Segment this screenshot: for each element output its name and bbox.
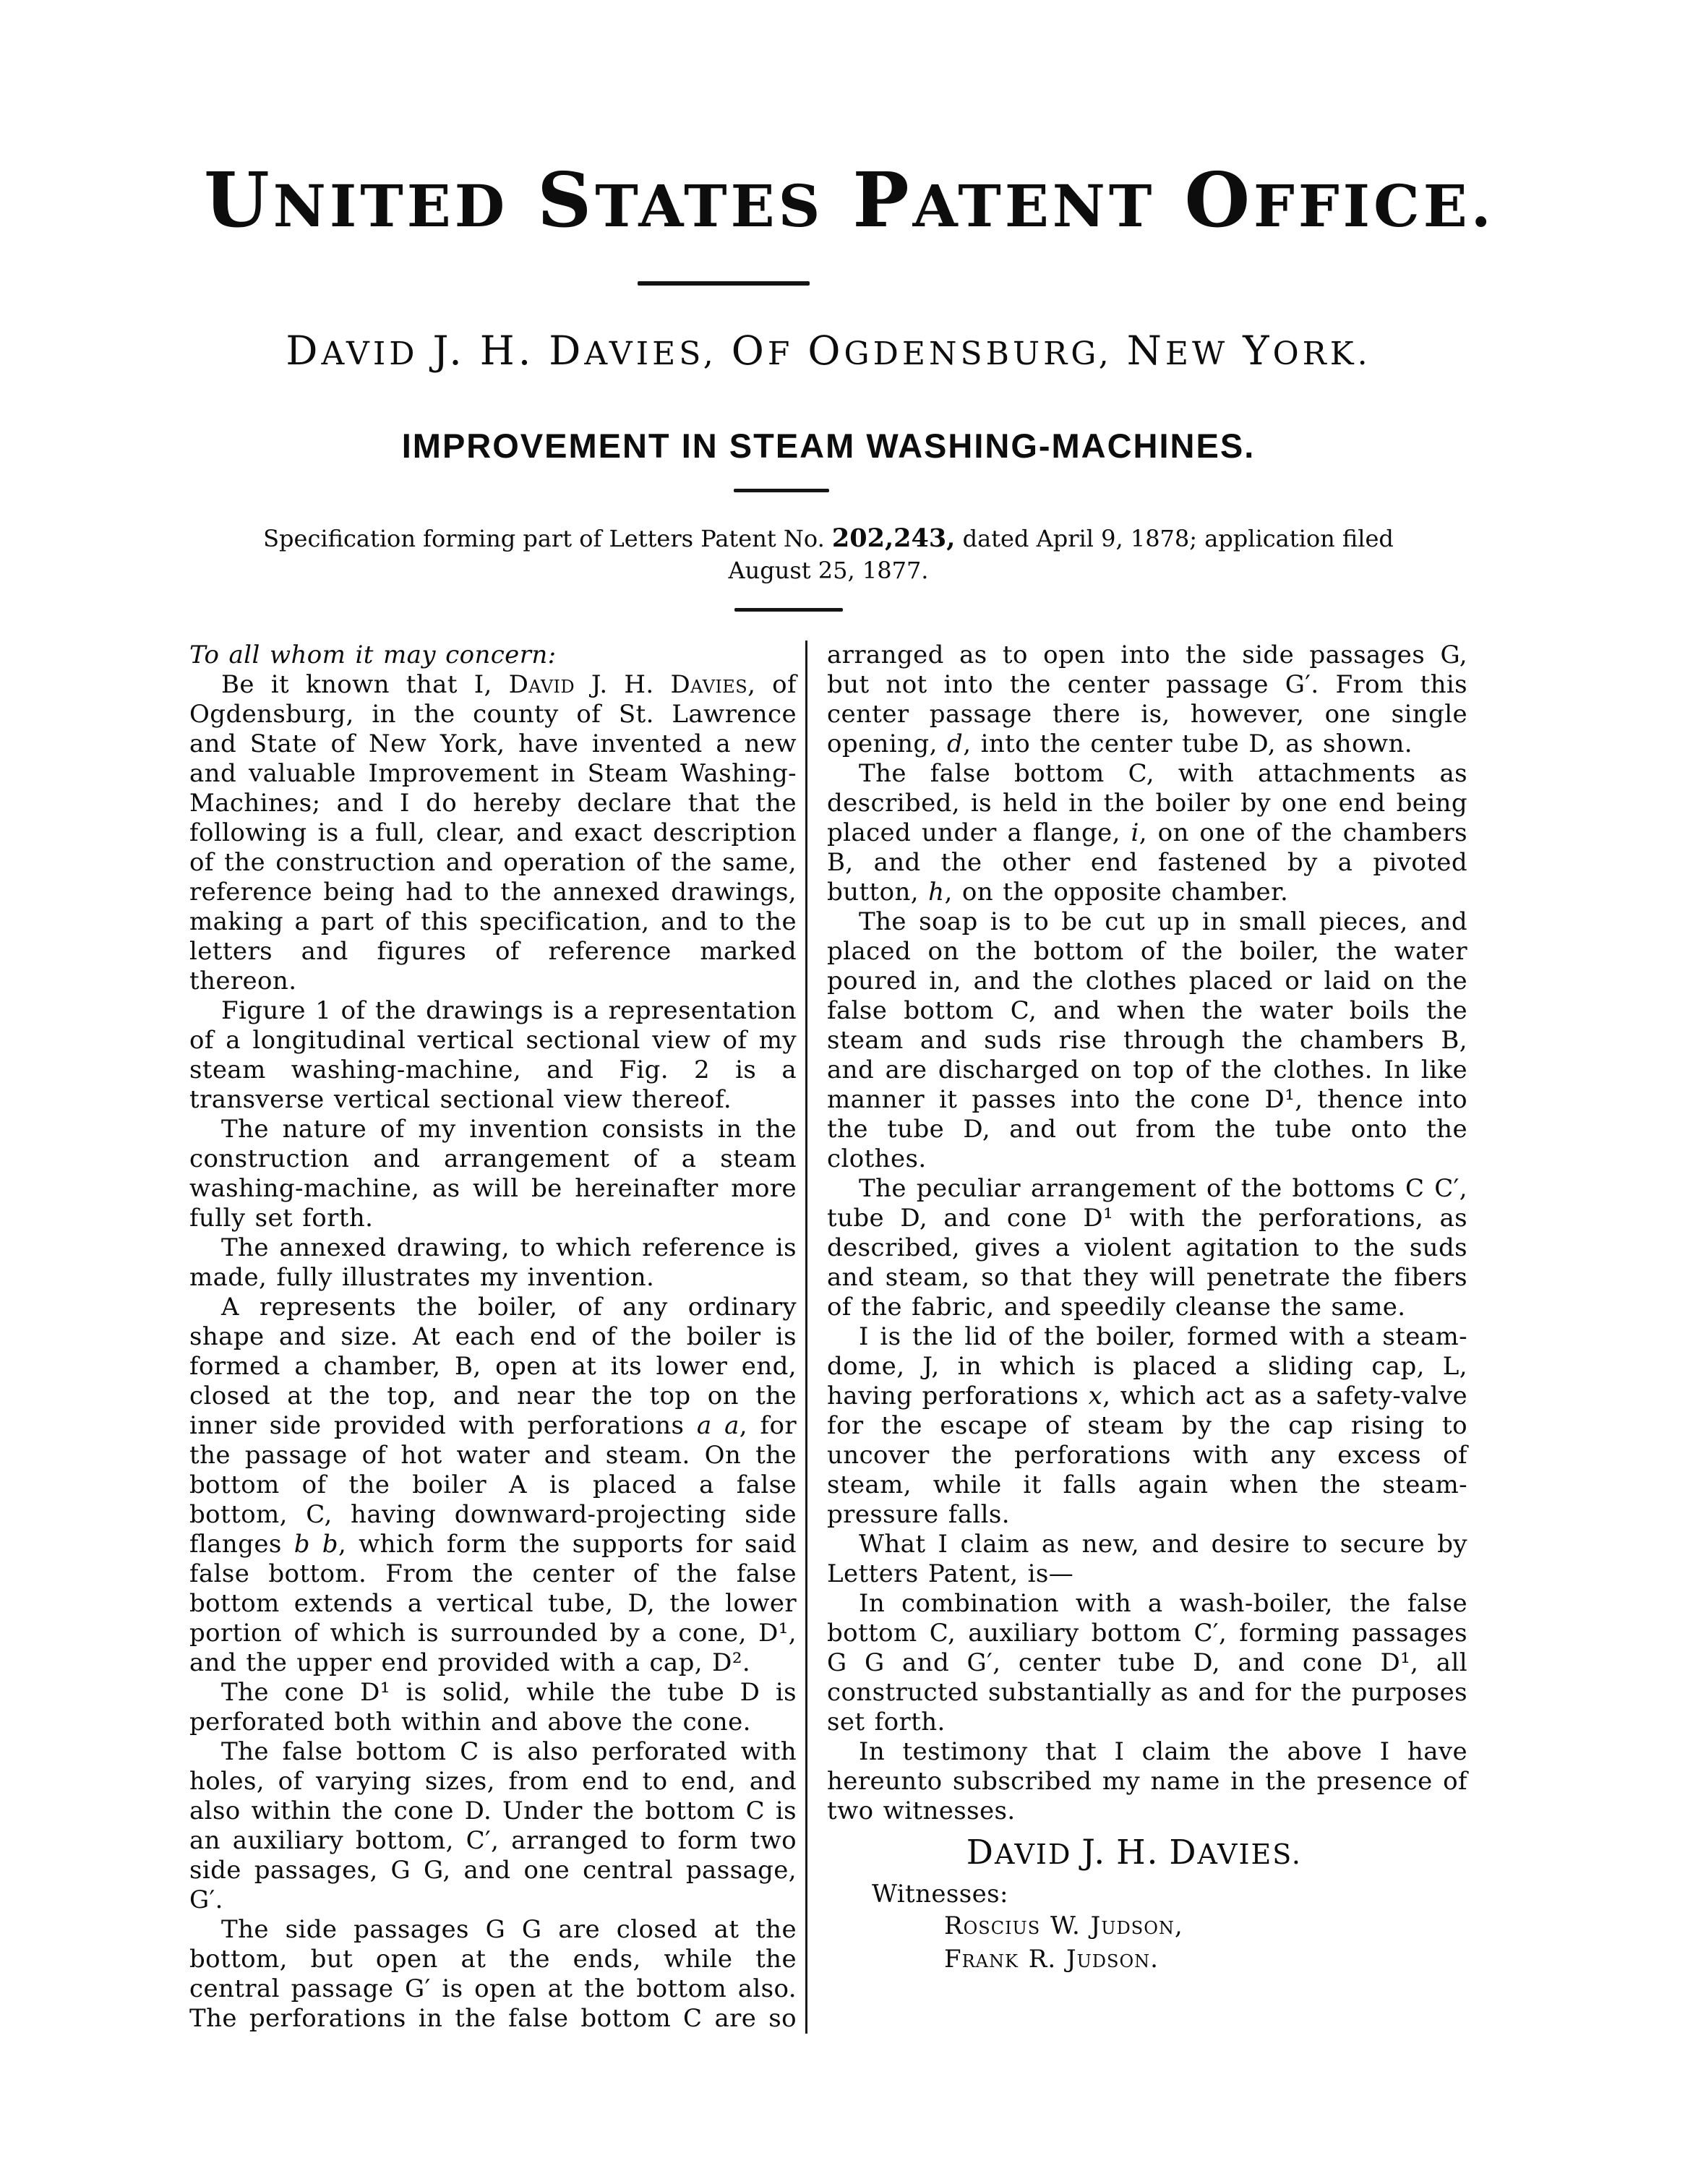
right-column-text (827, 641, 1467, 1826)
paragraph (827, 641, 1467, 759)
word: DAVIES, (549, 327, 717, 374)
text-run: The peculiar arrangement of the bottoms C C′, tube D, and cone D¹ with the perforations, as described, gives a violent agitation to the suds and steam, so that they will penetrate the fibers of the fabric, and speedily cleanse the same. (827, 1174, 1467, 1322)
text-run: a a (696, 1411, 740, 1441)
text-run: x (1088, 1382, 1103, 1411)
text-run: I is the lid of the boiler, formed with a steam-dome, J, in which is placed a sliding cap, L, having perforations (827, 1322, 1467, 1411)
word: PATENT (852, 155, 1156, 244)
text-run: , for the passage of hot water and steam. On the bottom of the boiler A is placed a false bottom, C, having downward-projecting side flanges (189, 1411, 797, 1559)
paragraph (189, 1293, 797, 1678)
paragraph (827, 907, 1467, 1174)
word: STATES (537, 155, 824, 244)
text-run: , on one of the chambers B, and the other end fastened by a pivoted button, (827, 818, 1467, 907)
text-run: , of Ogdensburg, in the county of St. Lawrence and State of New York, have invented a new and valuable Improvement in Steam Washing-Machines; and I do hereby declare that the following is a full, clear, and exact description of the construction and operation of the same, reference being had to the annexed drawings, making a part of this specification, and to the letters and figures of reference marked thereon. (189, 670, 797, 996)
paragraph (189, 1915, 797, 2034)
text-run: , which form the supports for said false bottom. From the center of the false bottom extends a vertical tube, D, the lower portion of which is surrounded by a cone, D¹, and the upper end provided with a cap, D². (189, 1530, 797, 1678)
paragraph (189, 670, 797, 996)
specification-suffix: dated April 9, 1878; application filed (955, 525, 1394, 553)
witness-name: Roscius W. Judson, (944, 1911, 1183, 1941)
word: YORK. (1243, 327, 1371, 374)
text-run: In testimony that I claim the above I have hereunto subscribed my name in the presence of two witnesses. (827, 1737, 1467, 1826)
word: OFFICE. (1184, 155, 1495, 244)
word: H. (479, 327, 535, 374)
paragraph (827, 1322, 1467, 1530)
body-columns (189, 641, 1467, 2034)
divider-rule-bottom (734, 608, 843, 612)
paragraph (189, 641, 797, 670)
text-run: What I claim as new, and desire to secure by Letters Patent, is— (827, 1530, 1467, 1589)
inventor-signature (827, 1833, 1467, 1872)
specification-prefix: Specification forming part of Letters Patent No. (263, 525, 832, 553)
word: DAVID (966, 1833, 1072, 1872)
word: DAVIES. (1169, 1833, 1302, 1872)
divider-rule-middle (734, 489, 829, 492)
specification-line-2: August 25, 1877. (728, 557, 929, 585)
text-run: The side passages G G are closed at the bottom, but open at the ends, while the central passage G′ is open at the bottom also. The perforations in the false bottom C are so (189, 1915, 797, 2034)
text-run: arranged as to open into the side passages G, but not into the center passage G′. From this center passage there is, however, one single opening, (827, 641, 1467, 759)
witness-name: Frank R. Judson. (944, 1945, 1159, 1974)
patentee-line (189, 327, 1467, 374)
text-run: , into the center tube D, as shown. (963, 729, 1413, 759)
word: J. (1081, 1833, 1107, 1872)
patent-number: 202,243, (831, 523, 956, 554)
word: DAVID (286, 327, 419, 374)
paragraph (189, 1737, 797, 1915)
text-run: Be it known that I, (221, 670, 509, 700)
paragraph (827, 1530, 1467, 1589)
specification-line-1 (189, 523, 1467, 554)
text-run: b b (293, 1530, 338, 1559)
text-run: h (928, 878, 945, 907)
patent-office-title (189, 155, 1495, 244)
text-run: i (1131, 818, 1139, 848)
text-run: In combination with a wash-boiler, the false bottom C, auxiliary bottom C′, forming passages G G and G′, center tube D, and cone D¹, all constructed substantially as and for the purposes set forth. (827, 1589, 1467, 1737)
right-column (807, 641, 1467, 1976)
paragraph (189, 996, 797, 1115)
paragraph (189, 1233, 797, 1293)
text-run: The soap is to be cut up in small pieces, and placed on the bottom of the boiler, the water poured in, and the clothes placed or laid on the false bottom C, and when the water boils the steam and suds rise through the chambers B, and are discharged on top of the clothes. In like manner it passes into the cone D¹, thence into the tube D, and out from the tube onto the clothes. (827, 907, 1467, 1174)
left-column (189, 641, 807, 2034)
specification-line (189, 523, 1467, 586)
word: OGDENSBURG, (807, 327, 1113, 374)
text-run: The false bottom C is also perforated with holes, of varying sizes, from end to end, and also within the cone D. Under the bottom C is an auxiliary bottom, C′, arranged to form two side passages, G G, and one central passage, G′. (189, 1737, 797, 1915)
word: J. (432, 327, 466, 374)
witnesses-label: Witnesses: (872, 1880, 1008, 1909)
text-run: The annexed drawing, to which reference is made, fully illustrates my invention. (189, 1233, 797, 1293)
text-run: A represents the boiler, of any ordinary shape and size. At each end of the boiler is formed a chamber, B, open at its lower end, closed at the top, and near the top on the inner side provided with perforations (189, 1293, 797, 1441)
text-run: d (947, 729, 964, 759)
paragraph (827, 1737, 1467, 1826)
text-run: David J. H. Davies (508, 670, 748, 700)
paragraph (827, 1174, 1467, 1322)
text-run: The cone D¹ is solid, while the tube D is perforated both within and above the cone. (189, 1678, 797, 1737)
text-run: , which act as a safety-valve for the escape of steam by the cap rising to uncover the perforations with any excess of steam, while it falls again when the steam-pressure falls. (827, 1382, 1467, 1530)
paragraph (189, 1115, 797, 1233)
word: NEW (1126, 327, 1229, 374)
paragraph (827, 759, 1467, 907)
word: H. (1116, 1833, 1160, 1872)
text-run: The nature of my invention consists in the construction and arrangement of a steam washing-machine, as will be hereinafter more fully set forth. (189, 1115, 797, 1233)
paragraph (189, 1678, 797, 1737)
witness-list (827, 1909, 1467, 1976)
divider-rule-top (638, 281, 810, 286)
text-run: , on the opposite chamber. (944, 878, 1289, 907)
text-run: The false bottom C, with attachments as described, is held in the boiler by one end being placed under a flange, (827, 759, 1467, 848)
word: UNITED (204, 155, 509, 244)
word: OF (731, 327, 794, 374)
paragraph (827, 1589, 1467, 1737)
invention-title: IMPROVEMENT IN STEAM WASHING-MACHINES. (401, 427, 1256, 466)
text-run: Figure 1 of the drawings is a representation of a longitudinal vertical sectional view of my steam washing-machine, and Fig. 2 is a transverse vertical sectional view thereof. (189, 996, 797, 1115)
text-run: To all whom it may concern: (189, 641, 557, 670)
